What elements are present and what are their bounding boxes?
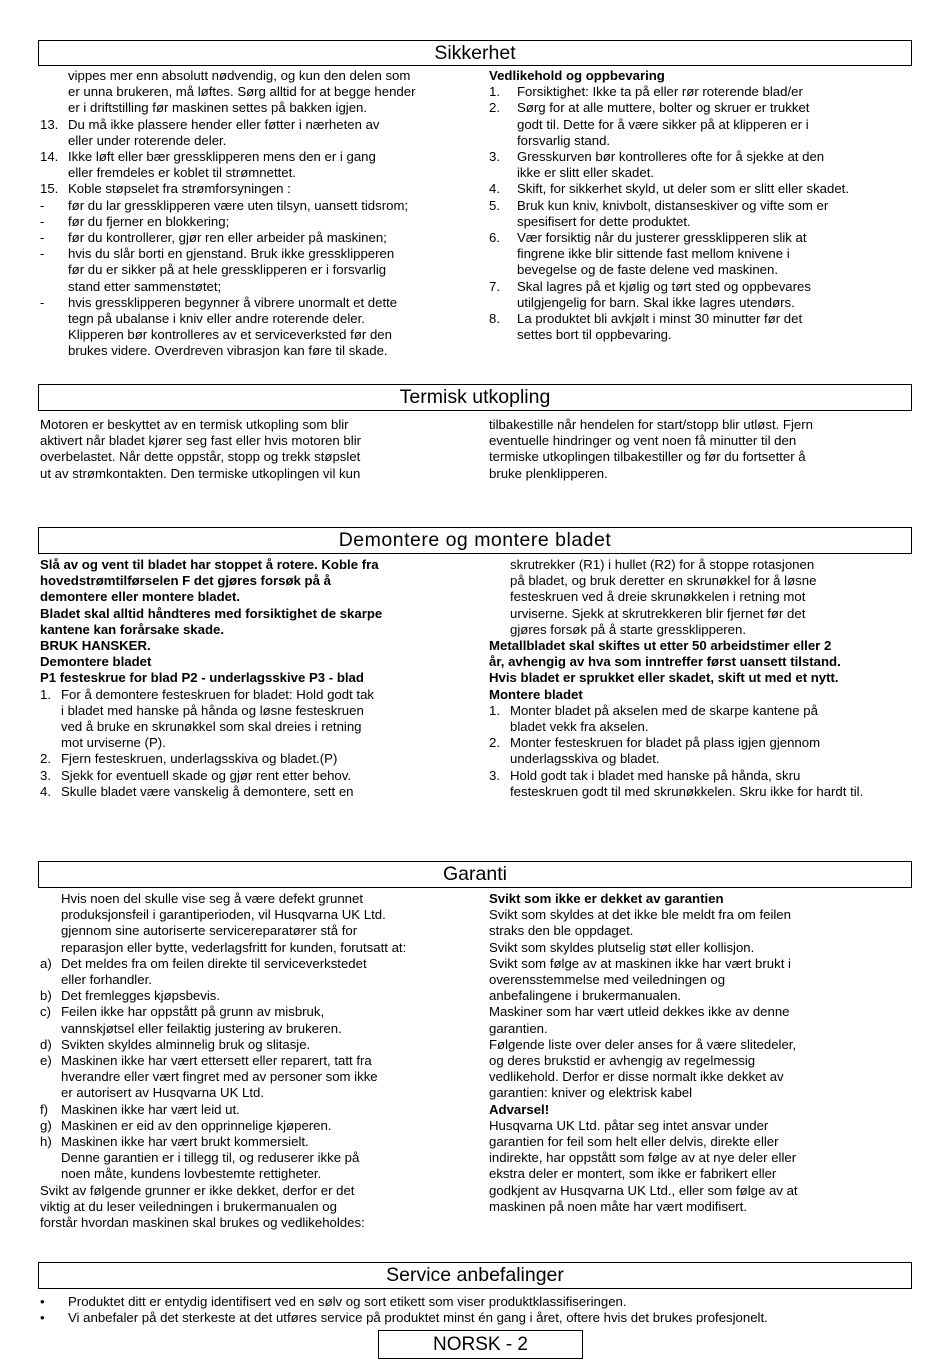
line-text: Forsiktighet: Ikke ta på eller rør roterende blad/er: [517, 84, 803, 100]
text-line: [489, 972, 914, 988]
line-text: indirekte, har oppstått som følge av at nye deler eller: [489, 1150, 797, 1166]
line-text: vedlikehold. Derfor er disse normalt ikke dekket av: [489, 1069, 784, 1085]
list-marker: g): [40, 1117, 52, 1133]
line-text: garantien.: [489, 1020, 548, 1036]
text-line: [40, 784, 480, 800]
text-line: [489, 638, 914, 654]
list-marker: 2.: [489, 100, 500, 116]
text-line: [40, 768, 480, 784]
line-text: godt til. Dette for å være sikker på at klipperen er i: [517, 116, 809, 132]
line-text: festeskruen ved å dreie skrunøkkelen i retning mot: [510, 589, 806, 605]
text-line: [40, 907, 480, 923]
list-marker: 1.: [40, 686, 51, 702]
line-text: Maskinen ikke har vært ettersett eller reparert, tatt fra: [61, 1053, 372, 1069]
list-marker: 13.: [40, 116, 59, 132]
line-text: overbelastet. Når dette oppstår, stopp og trekk støpslet: [40, 449, 361, 465]
list-marker: b): [40, 988, 52, 1004]
list-marker: 5.: [489, 197, 500, 213]
text-line: [489, 149, 914, 165]
line-text: Bladet skal alltid håndteres med forsiktighet de skarpe: [40, 605, 383, 621]
text-line: [489, 923, 914, 939]
text-line: [40, 1183, 480, 1199]
text-line: [489, 557, 914, 573]
list-marker: h): [40, 1134, 52, 1150]
line-text: skrutrekker (R1) i hullet (R2) for å stoppe rotasjonen: [510, 557, 815, 572]
text-line: [489, 1118, 914, 1134]
text-line: [489, 719, 914, 735]
text-line: [40, 84, 480, 100]
list-marker: 3.: [40, 767, 51, 783]
section-title-demontere: Demontere og montere bladet: [38, 527, 912, 554]
text-line: [40, 1053, 480, 1069]
line-text: For å demontere festeskruen for bladet: Hold godt tak: [61, 686, 375, 702]
line-text: Sørg for at alle muttere, bolter og skruer er trukket: [517, 100, 810, 116]
line-text: reparasjon eller bytte, vederlagsfritt for kunden, forutsatt at:: [61, 939, 407, 955]
text-line: [40, 1215, 480, 1231]
text-line: [40, 573, 480, 589]
line-text: Svikt av følgende grunner er ikke dekket, derfor er det: [40, 1182, 355, 1198]
text-line: [489, 279, 914, 295]
text-line: [489, 100, 914, 116]
line-text: eventuelle hindringer og vent noen få minutter til den: [489, 433, 797, 449]
list-marker: 7.: [489, 278, 500, 294]
list-marker: 6.: [489, 230, 500, 246]
text-line: [489, 907, 914, 923]
line-text: Ikke løft eller bær gressklipperen mens den er i gang: [68, 149, 376, 165]
text-line: [40, 1037, 480, 1053]
line-text: eller forhandler.: [61, 972, 152, 988]
line-text: brukes videre. Overdreven vibrasjon kan føre til skade.: [68, 343, 388, 359]
text-line: [489, 327, 914, 343]
line-text: år, avhengig av hva som inntreffer først uansett tilstand.: [489, 654, 841, 670]
line-text: vannskjøtsel eller feilaktig justering av brukeren.: [61, 1020, 342, 1036]
text-line: [489, 165, 914, 181]
line-text: Koble støpselet fra strømforsyningen :: [68, 181, 291, 197]
line-text: termiske utkoplingen tilbakestiller og før du fortsetter å: [489, 449, 806, 465]
text-line: [40, 149, 480, 165]
line-text: Husqvarna UK Ltd. påtar seg intet ansvar under: [489, 1117, 769, 1133]
line-text: tegn på ubalanse i kniv eller andre roterende deler.: [68, 311, 365, 327]
line-text: P1 festeskrue for blad P2 - underlagsskive P3 - blad: [40, 670, 364, 686]
line-text: Svikt som følge av at maskinen ikke har vært brukt i: [489, 955, 791, 971]
line-text: Følgende liste over deler anses for å være slitedeler,: [489, 1036, 797, 1052]
text-line: [489, 622, 914, 638]
text-line: [489, 417, 914, 433]
text-line: [489, 1183, 914, 1199]
line-text: Svikt som skyldes at det ikke ble meldt fra om feilen: [489, 907, 791, 923]
line-text: og deres brukstid er avhengig av regelmessig: [489, 1053, 756, 1069]
list-marker: 1.: [489, 84, 500, 100]
section-title-sikkerhet: Sikkerhet: [38, 40, 912, 66]
text-line: [40, 751, 480, 767]
list-marker: 4.: [489, 181, 500, 197]
text-line: [40, 295, 480, 311]
text-line: [489, 262, 914, 278]
line-text: hverandre eller vært fingret med av personer som ikke: [61, 1069, 378, 1085]
list-marker: •: [40, 1310, 45, 1326]
text-line: [40, 735, 480, 751]
text-line: [489, 181, 914, 197]
text-line: [40, 638, 480, 654]
text-line: [40, 923, 480, 939]
text-line: [489, 751, 914, 767]
text-line: [40, 1021, 480, 1037]
text-line: [40, 133, 480, 149]
line-text: ikke er slitt eller skadet.: [517, 165, 655, 181]
list-marker: -: [40, 230, 45, 246]
text-line: [489, 1085, 914, 1101]
service-items: [40, 1294, 915, 1326]
text-line: [489, 891, 914, 907]
line-text: Fjern festeskruen, underlagsskiva og bladet.(P): [61, 751, 338, 767]
text-line: [40, 654, 480, 670]
line-text: garantien for feil som helt eller delvis, direkte eller: [489, 1134, 779, 1150]
line-text: forsvarlig stand.: [517, 132, 611, 148]
line-text: før du er sikker på at hele gressklipperen er i forsvarlig: [68, 262, 387, 278]
text-line: [489, 1134, 914, 1150]
list-marker: f): [40, 1101, 49, 1117]
line-text: gjennom sine autoriserte servicereparatører stå for: [61, 923, 358, 939]
text-line: [40, 417, 480, 433]
list-marker: 2.: [40, 751, 51, 767]
text-line: [489, 433, 914, 449]
text-line: [489, 703, 914, 719]
text-line: [40, 68, 480, 84]
text-line: [489, 1069, 914, 1085]
text-line: [40, 1118, 480, 1134]
list-marker: -: [40, 213, 45, 229]
line-text: Vedlikehold og oppbevaring: [489, 68, 665, 83]
line-text: Hvis noen del skulle vise seg å være defekt grunnet: [61, 891, 364, 906]
line-text: garantien: kniver og elektrisk kabel: [489, 1085, 693, 1101]
line-text: Gresskurven bør kontrolleres ofte for å sjekke at den: [517, 149, 825, 165]
text-line: [489, 311, 914, 327]
list-marker: -: [40, 197, 45, 213]
line-text: Det meldes fra om feilen direkte til serviceverkstedet: [61, 955, 367, 971]
line-text: festeskruen godt til med skrunøkkelen. Skru ikke for hardt til.: [510, 783, 864, 799]
text-line: [40, 117, 480, 133]
line-text: bladet vekk fra akselen.: [510, 719, 649, 735]
text-line: [40, 466, 480, 482]
text-line: [489, 198, 914, 214]
text-line: [489, 117, 914, 133]
text-line: [40, 279, 480, 295]
text-line: [40, 262, 480, 278]
sikkerhet-right-column: [489, 68, 914, 343]
text-line: [489, 956, 914, 972]
text-line: [489, 589, 914, 605]
line-text: Advarsel!: [489, 1101, 550, 1117]
list-marker: 15.: [40, 181, 59, 197]
text-line: [40, 327, 480, 343]
list-marker: -: [40, 294, 45, 310]
text-line: [40, 1199, 480, 1215]
section-title-garanti: Garanti: [38, 861, 912, 888]
text-line: [489, 784, 914, 800]
line-text: hovedstrømtilførselen F det gjøres forsøk på å: [40, 573, 331, 589]
text-line: [489, 1199, 914, 1215]
text-line: [40, 214, 480, 230]
text-line: [40, 449, 480, 465]
text-line: [40, 165, 480, 181]
line-text: eller under roterende deler.: [68, 132, 227, 148]
page-footer: NORSK - 2: [378, 1330, 583, 1359]
text-line: [40, 433, 480, 449]
line-text: Demontere bladet: [40, 654, 152, 670]
line-text: tilbakestille når hendelen for start/stopp blir utløst. Fjern: [489, 417, 813, 432]
line-text: Monter festeskruen for bladet på plass igjen gjennom: [510, 735, 821, 751]
list-marker: d): [40, 1036, 52, 1052]
list-marker: 3.: [489, 149, 500, 165]
garanti-left-column: [40, 891, 480, 1231]
termisk-right-column: [489, 417, 914, 482]
line-text: fingrene ikke blir sittende fast mellom knivene i: [517, 246, 790, 262]
line-text: Motoren er beskyttet av en termisk utkopling som blir: [40, 417, 349, 432]
line-text: bevegelse og de faste delene ved maskinen.: [517, 262, 779, 278]
text-line: [40, 956, 480, 972]
line-text: Svikt som ikke er dekket av garantien: [489, 891, 724, 906]
line-text: Svikt som skyldes plutselig støt eller kollisjon.: [489, 939, 755, 955]
text-line: [489, 214, 914, 230]
text-line: [40, 589, 480, 605]
text-line: [40, 1069, 480, 1085]
line-text: Skulle bladet være vanskelig å demontere, sett en: [61, 783, 354, 799]
line-text: produksjonsfeil i garantiperioden, vil Husqvarna UK Ltd.: [61, 907, 386, 923]
line-text: kantene kan forårsake skade.: [40, 621, 224, 637]
line-text: maskinen på noen måte har vært modifisert.: [489, 1198, 748, 1214]
line-text: noen måte, kundens lovbestemte rettigheter.: [61, 1166, 322, 1182]
list-marker: e): [40, 1053, 52, 1069]
line-text: vippes mer enn absolutt nødvendig, og kun den delen som: [68, 68, 411, 83]
text-line: [40, 230, 480, 246]
line-text: overensstemmelse med veiledningen og: [489, 972, 726, 988]
text-line: [489, 466, 914, 482]
list-marker: c): [40, 1004, 51, 1020]
text-line: [489, 687, 914, 703]
line-text: Vær forsiktig når du justerer gressklipperen slik at: [517, 230, 807, 246]
text-line: [40, 606, 480, 622]
text-line: [489, 654, 914, 670]
text-line: [40, 670, 480, 686]
line-text: Montere bladet: [489, 686, 583, 702]
line-text: Hvis bladet er sprukket eller skadet, skift ut med et nytt.: [489, 670, 839, 686]
text-line: [40, 1102, 480, 1118]
demontere-right-column: [489, 557, 914, 800]
line-text: Skal lagres på et kjølig og tørt sted og oppbevares: [517, 278, 811, 294]
line-text: demontere eller montere bladet.: [40, 589, 241, 605]
text-line: [489, 670, 914, 686]
line-text: forstår hvordan maskinen skal brukes og vedlikeholdes:: [40, 1215, 365, 1231]
line-text: eller fremdeles er koblet til strømnettet.: [68, 165, 296, 181]
text-line: [40, 687, 480, 703]
line-text: i bladet med hanske på hånda og løsne festeskruen: [61, 702, 364, 718]
text-line: [489, 449, 914, 465]
termisk-left-column: [40, 417, 480, 482]
line-text: Klipperen bør kontrolleres av et serviceverksted før den: [68, 327, 392, 343]
text-line: [489, 1037, 914, 1053]
text-line: [40, 940, 480, 956]
line-text: Sjekk for eventuell skade og gjør rent etter behov.: [61, 767, 352, 783]
list-marker: 1.: [489, 702, 500, 718]
text-line: [40, 100, 480, 116]
text-line: [489, 573, 914, 589]
text-line: [489, 1004, 914, 1020]
line-text: Monter bladet på akselen med de skarpe kantene på: [510, 702, 818, 718]
text-line: [489, 84, 914, 100]
line-text: er autorisert av Husqvarna UK Ltd.: [61, 1085, 265, 1101]
text-line: [489, 1021, 914, 1037]
section-title-termisk: Termisk utkopling: [38, 384, 912, 411]
text-line: [40, 343, 480, 359]
text-line: [40, 1150, 480, 1166]
line-text: hvis gressklipperen begynner å vibrere unormalt et dette: [68, 294, 398, 310]
text-line: [489, 606, 914, 622]
list-marker: 3.: [489, 767, 500, 783]
text-line: [489, 1150, 914, 1166]
list-marker: 14.: [40, 149, 59, 165]
text-line: [489, 1102, 914, 1118]
text-line: [40, 1310, 915, 1326]
line-text: før du lar gressklipperen være uten tilsyn, uansett tidsrom;: [68, 197, 409, 213]
line-text: er i driftstilling før maskinen settes på bakken igjen.: [68, 100, 368, 116]
list-marker: •: [40, 1294, 45, 1309]
text-line: [40, 1134, 480, 1150]
line-text: Svikten skyldes alminnelig bruk og slitasje.: [61, 1036, 311, 1052]
line-text: hvis du slår borti en gjenstand. Bruk ikke gressklipperen: [68, 246, 395, 262]
line-text: Metallbladet skal skiftes ut etter 50 arbeidstimer eller 2: [489, 638, 832, 654]
garanti-right-column: [489, 891, 914, 1215]
text-line: [40, 719, 480, 735]
line-text: Skift, for sikkerhet skyld, ut deler som er slitt eller skadet.: [517, 181, 849, 197]
line-text: ut av strømkontakten. Den termiske utkoplingen vil kun: [40, 465, 361, 481]
line-text: stand etter sammenstøtet;: [68, 278, 222, 294]
text-line: [40, 703, 480, 719]
line-text: Du må ikke plassere hender eller føtter i nærheten av: [68, 116, 380, 132]
line-text: Hold godt tak i bladet med hanske på hånda, skru: [510, 767, 801, 783]
section-title-service: Service anbefalinger: [38, 1262, 912, 1289]
text-line: [489, 940, 914, 956]
list-marker: a): [40, 955, 52, 971]
text-line: [489, 1053, 914, 1069]
line-text: aktivert når bladet kjører seg fast eller hvis motoren blir: [40, 433, 362, 449]
list-marker: -: [40, 246, 45, 262]
text-line: [40, 557, 480, 573]
line-text: La produktet bli avkjølt i minst 30 minutter før det: [517, 311, 803, 327]
line-text: Feilen ikke har oppstått på grunn av misbruk,: [61, 1004, 325, 1020]
text-line: [489, 735, 914, 751]
line-text: gjøres forsøk på å starte gressklipperen.: [510, 621, 747, 637]
text-line: [489, 768, 914, 784]
line-text: Maskinen ikke har vært brukt kommersielt.: [61, 1134, 309, 1150]
line-text: settes bort til oppbevaring.: [517, 327, 672, 343]
line-text: Bruk kun kniv, knivbolt, distanseskiver og vifte som er: [517, 197, 829, 213]
sikkerhet-left-column: [40, 68, 480, 360]
text-line: [40, 1166, 480, 1182]
line-text: Produktet ditt er entydig identifisert ved en sølv og sort etikett som viser produktklassifiseringen.: [68, 1294, 627, 1309]
list-marker: 4.: [40, 783, 51, 799]
list-marker: 8.: [489, 311, 500, 327]
line-text: Maskinen er eid av den opprinnelige kjøperen.: [61, 1117, 332, 1133]
line-text: Slå av og vent til bladet har stoppet å rotere. Koble fra: [40, 557, 379, 572]
text-line: [489, 295, 914, 311]
list-marker: 2.: [489, 735, 500, 751]
text-line: [40, 972, 480, 988]
text-line: [489, 988, 914, 1004]
text-line: [489, 230, 914, 246]
line-text: ekstra deler er montert, som ikke er fabrikert eller: [489, 1166, 777, 1182]
line-text: bruke plenklipperen.: [489, 465, 608, 481]
text-line: [40, 246, 480, 262]
line-text: ved å bruke en skrunøkkel som skal dreies i retning: [61, 719, 362, 735]
line-text: Vi anbefaler på det sterkeste at det utføres service på produktet minst én gang i året, oftere hvis det brukes profesjonelt.: [68, 1310, 768, 1326]
text-line: [40, 181, 480, 197]
line-text: BRUK HANSKER.: [40, 638, 151, 654]
line-text: mot urviserne (P).: [61, 735, 166, 751]
line-text: utilgjengelig for barn. Skal ikke lagres utendørs.: [517, 294, 795, 310]
line-text: på bladet, og bruk deretter en skrunøkkel for å løsne: [510, 573, 817, 589]
line-text: Det fremlegges kjøpsbevis.: [61, 988, 221, 1004]
demontere-left-column: [40, 557, 480, 800]
line-text: godkjent av Husqvarna UK Ltd., eller som følge av at: [489, 1182, 798, 1198]
text-line: [40, 891, 480, 907]
line-text: Maskiner som har vært utleid dekkes ikke av denne: [489, 1004, 790, 1020]
line-text: før du kontrollerer, gjør ren eller arbeider på maskinen;: [68, 230, 387, 246]
text-line: [489, 68, 914, 84]
text-line: [40, 198, 480, 214]
text-line: [40, 1085, 480, 1101]
text-line: [40, 311, 480, 327]
text-line: [40, 1004, 480, 1020]
text-line: [489, 1166, 914, 1182]
line-text: anbefalingene i brukermanualen.: [489, 988, 682, 1004]
line-text: Maskinen ikke har vært leid ut.: [61, 1101, 240, 1117]
line-text: spesifisert for dette produktet.: [517, 213, 691, 229]
text-line: [40, 622, 480, 638]
text-line: [489, 133, 914, 149]
text-line: [489, 246, 914, 262]
line-text: er unna brukeren, må løftes. Sørg alltid for at begge hender: [68, 84, 416, 100]
line-text: underlagsskiva og bladet.: [510, 751, 660, 767]
text-line: [40, 988, 480, 1004]
line-text: viktig at du leser veiledningen i brukermanualen og: [40, 1198, 337, 1214]
line-text: før du fjerner en blokkering;: [68, 213, 230, 229]
line-text: urviserne. Sjekk at skrutrekkeren blir fjernet før det: [510, 605, 806, 621]
text-line: [40, 1294, 915, 1310]
line-text: Denne garantien er i tillegg til, og reduserer ikke på: [61, 1150, 360, 1166]
line-text: straks den ble oppdaget.: [489, 923, 634, 939]
